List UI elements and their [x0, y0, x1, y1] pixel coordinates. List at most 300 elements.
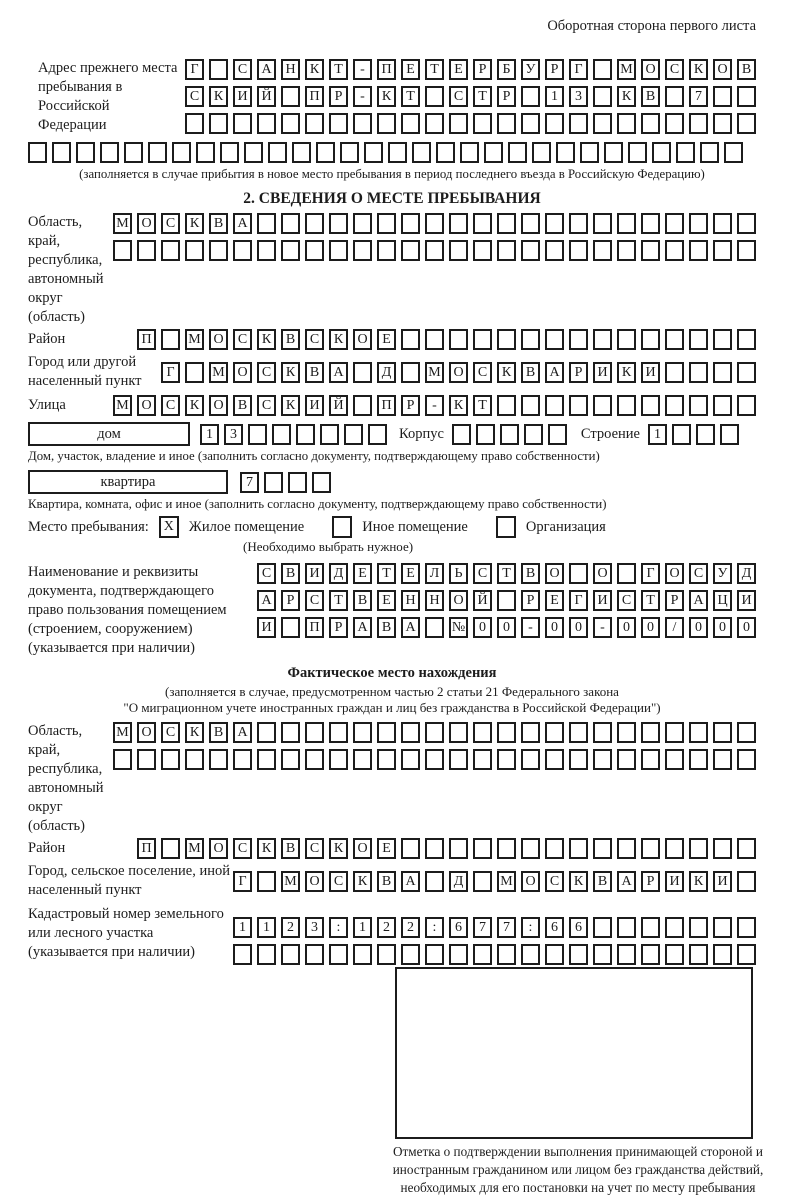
char-cell[interactable] [76, 142, 95, 163]
char-cell[interactable]: Е [401, 59, 420, 80]
char-cell[interactable] [353, 749, 372, 770]
char-cell[interactable] [497, 329, 516, 350]
char-cell[interactable]: - [425, 395, 444, 416]
char-cell[interactable]: М [617, 59, 636, 80]
char-cell[interactable] [264, 472, 283, 493]
char-cell[interactable] [593, 944, 612, 965]
char-cell[interactable]: А [545, 362, 564, 383]
char-cell[interactable] [617, 113, 636, 134]
char-cell[interactable]: О [353, 329, 372, 350]
char-cell[interactable] [312, 472, 331, 493]
char-cell[interactable] [548, 424, 567, 445]
char-cell[interactable] [196, 142, 215, 163]
char-cell[interactable]: А [329, 362, 348, 383]
char-cell[interactable] [305, 240, 324, 261]
char-cell[interactable] [689, 838, 708, 859]
char-cell[interactable] [689, 749, 708, 770]
char-cell[interactable] [545, 113, 564, 134]
char-cell[interactable] [320, 424, 339, 445]
char-cell[interactable] [244, 142, 263, 163]
char-cell[interactable]: Ц [713, 590, 732, 611]
char-cell[interactable] [449, 240, 468, 261]
char-cell[interactable] [665, 113, 684, 134]
char-cell[interactable] [569, 563, 588, 584]
char-cell[interactable] [305, 113, 324, 134]
char-cell[interactable] [377, 944, 396, 965]
char-cell[interactable] [281, 617, 300, 638]
char-cell[interactable] [401, 722, 420, 743]
char-cell[interactable]: К [449, 395, 468, 416]
char-cell[interactable] [329, 113, 348, 134]
char-cell[interactable]: - [593, 617, 612, 638]
char-cell[interactable]: И [665, 871, 684, 892]
char-cell[interactable]: 0 [641, 617, 660, 638]
char-cell[interactable] [737, 917, 756, 938]
char-cell[interactable] [209, 749, 228, 770]
char-cell[interactable] [353, 362, 372, 383]
char-cell[interactable]: Р [401, 395, 420, 416]
char-cell[interactable] [473, 329, 492, 350]
char-cell[interactable]: Т [497, 563, 516, 584]
char-cell[interactable]: В [233, 395, 252, 416]
char-cell[interactable] [353, 113, 372, 134]
char-cell[interactable]: Г [569, 590, 588, 611]
char-cell[interactable]: О [353, 838, 372, 859]
char-cell[interactable] [508, 142, 527, 163]
char-cell[interactable] [388, 142, 407, 163]
char-cell[interactable]: С [305, 838, 324, 859]
char-cell[interactable] [497, 213, 516, 234]
char-cell[interactable]: 7 [497, 917, 516, 938]
char-cell[interactable] [641, 240, 660, 261]
char-cell[interactable]: О [209, 838, 228, 859]
char-cell[interactable] [172, 142, 191, 163]
char-cell[interactable] [652, 142, 671, 163]
char-cell[interactable]: С [233, 329, 252, 350]
char-cell[interactable] [185, 113, 204, 134]
char-cell[interactable]: Г [185, 59, 204, 80]
char-cell[interactable] [641, 838, 660, 859]
char-cell[interactable]: О [713, 59, 732, 80]
char-cell[interactable] [569, 213, 588, 234]
char-cell[interactable] [329, 944, 348, 965]
char-cell[interactable] [737, 86, 756, 107]
char-cell[interactable] [700, 142, 719, 163]
char-cell[interactable]: Е [545, 590, 564, 611]
char-cell[interactable]: С [257, 563, 276, 584]
char-cell[interactable]: Н [401, 590, 420, 611]
char-cell[interactable] [161, 838, 180, 859]
char-cell[interactable] [737, 240, 756, 261]
char-cell[interactable]: 0 [497, 617, 516, 638]
char-cell[interactable] [425, 749, 444, 770]
char-cell[interactable]: С [473, 362, 492, 383]
char-cell[interactable]: 2 [401, 917, 420, 938]
char-cell[interactable]: 0 [569, 617, 588, 638]
char-cell[interactable]: К [281, 362, 300, 383]
char-cell[interactable]: П [305, 617, 324, 638]
char-cell[interactable] [425, 240, 444, 261]
char-cell[interactable]: Р [329, 617, 348, 638]
char-cell[interactable] [425, 838, 444, 859]
char-cell[interactable] [257, 749, 276, 770]
char-cell[interactable]: В [209, 722, 228, 743]
char-cell[interactable] [545, 240, 564, 261]
char-cell[interactable]: О [305, 871, 324, 892]
char-cell[interactable]: Й [473, 590, 492, 611]
char-cell[interactable]: К [353, 871, 372, 892]
char-cell[interactable] [353, 240, 372, 261]
char-cell[interactable]: С [665, 59, 684, 80]
char-cell[interactable] [593, 213, 612, 234]
char-cell[interactable]: К [377, 86, 396, 107]
char-cell[interactable] [672, 424, 691, 445]
char-cell[interactable] [521, 395, 540, 416]
char-cell[interactable]: О [137, 722, 156, 743]
char-cell[interactable]: К [617, 362, 636, 383]
char-cell[interactable]: 1 [353, 917, 372, 938]
char-cell[interactable] [665, 240, 684, 261]
char-cell[interactable]: - [353, 59, 372, 80]
char-cell[interactable]: К [281, 395, 300, 416]
char-cell[interactable] [676, 142, 695, 163]
char-cell[interactable]: Г [569, 59, 588, 80]
char-cell[interactable]: М [113, 213, 132, 234]
char-cell[interactable] [377, 213, 396, 234]
char-cell[interactable]: О [593, 563, 612, 584]
char-cell[interactable]: К [185, 213, 204, 234]
char-cell[interactable] [737, 395, 756, 416]
char-cell[interactable] [377, 749, 396, 770]
char-cell[interactable]: Р [545, 59, 564, 80]
char-cell[interactable] [497, 240, 516, 261]
char-cell[interactable] [521, 113, 540, 134]
char-cell[interactable] [617, 213, 636, 234]
char-cell[interactable]: К [329, 838, 348, 859]
char-cell[interactable] [377, 240, 396, 261]
char-cell[interactable]: 6 [545, 917, 564, 938]
char-cell[interactable] [713, 749, 732, 770]
char-cell[interactable]: С [233, 838, 252, 859]
char-cell[interactable]: Г [641, 563, 660, 584]
char-cell[interactable] [593, 917, 612, 938]
char-cell[interactable] [641, 329, 660, 350]
char-cell[interactable] [329, 749, 348, 770]
char-cell[interactable]: С [473, 563, 492, 584]
stay-checkbox-other-premises[interactable] [332, 516, 352, 538]
char-cell[interactable] [641, 213, 660, 234]
char-cell[interactable] [449, 722, 468, 743]
char-cell[interactable] [521, 944, 540, 965]
char-cell[interactable] [665, 362, 684, 383]
char-cell[interactable] [401, 113, 420, 134]
char-cell[interactable]: В [641, 86, 660, 107]
char-cell[interactable] [720, 424, 739, 445]
char-cell[interactable]: : [521, 917, 540, 938]
char-cell[interactable]: А [401, 617, 420, 638]
char-cell[interactable] [593, 395, 612, 416]
char-cell[interactable] [368, 424, 387, 445]
char-cell[interactable] [473, 871, 492, 892]
char-cell[interactable]: С [161, 395, 180, 416]
char-cell[interactable] [161, 749, 180, 770]
char-cell[interactable]: С [617, 590, 636, 611]
char-cell[interactable] [401, 838, 420, 859]
char-cell[interactable] [52, 142, 71, 163]
char-cell[interactable]: К [185, 722, 204, 743]
char-cell[interactable] [737, 113, 756, 134]
char-cell[interactable]: О [665, 563, 684, 584]
char-cell[interactable]: 6 [449, 917, 468, 938]
char-cell[interactable] [476, 424, 495, 445]
char-cell[interactable] [737, 871, 756, 892]
char-cell[interactable] [737, 722, 756, 743]
char-cell[interactable] [604, 142, 623, 163]
char-cell[interactable]: 3 [569, 86, 588, 107]
char-cell[interactable] [484, 142, 503, 163]
char-cell[interactable]: Р [281, 590, 300, 611]
char-cell[interactable] [713, 917, 732, 938]
char-cell[interactable] [281, 944, 300, 965]
char-cell[interactable] [281, 113, 300, 134]
char-cell[interactable]: 0 [713, 617, 732, 638]
char-cell[interactable] [248, 424, 267, 445]
char-cell[interactable] [473, 113, 492, 134]
char-cell[interactable]: 1 [233, 917, 252, 938]
char-cell[interactable] [521, 838, 540, 859]
char-cell[interactable] [329, 240, 348, 261]
char-cell[interactable]: Д [449, 871, 468, 892]
char-cell[interactable]: О [449, 362, 468, 383]
char-cell[interactable]: С [329, 871, 348, 892]
char-cell[interactable] [497, 113, 516, 134]
char-cell[interactable]: - [353, 86, 372, 107]
char-cell[interactable] [689, 395, 708, 416]
char-cell[interactable]: К [569, 871, 588, 892]
char-cell[interactable]: Б [497, 59, 516, 80]
char-cell[interactable]: О [545, 563, 564, 584]
char-cell[interactable] [689, 240, 708, 261]
stay-checkbox-organization[interactable] [496, 516, 516, 538]
char-cell[interactable] [233, 240, 252, 261]
char-cell[interactable] [425, 871, 444, 892]
char-cell[interactable]: К [209, 86, 228, 107]
char-cell[interactable]: С [257, 395, 276, 416]
char-cell[interactable] [401, 213, 420, 234]
char-cell[interactable]: Р [665, 590, 684, 611]
char-cell[interactable]: К [257, 329, 276, 350]
char-cell[interactable] [124, 142, 143, 163]
char-cell[interactable]: К [257, 838, 276, 859]
char-cell[interactable] [257, 871, 276, 892]
char-cell[interactable]: 0 [617, 617, 636, 638]
char-cell[interactable] [377, 722, 396, 743]
char-cell[interactable] [665, 395, 684, 416]
char-cell[interactable] [257, 722, 276, 743]
char-cell[interactable] [737, 944, 756, 965]
char-cell[interactable]: Р [641, 871, 660, 892]
char-cell[interactable]: № [449, 617, 468, 638]
char-cell[interactable] [209, 113, 228, 134]
char-cell[interactable] [436, 142, 455, 163]
char-cell[interactable]: К [185, 395, 204, 416]
char-cell[interactable] [281, 722, 300, 743]
char-cell[interactable] [593, 329, 612, 350]
char-cell[interactable] [401, 362, 420, 383]
char-cell[interactable]: В [377, 871, 396, 892]
char-cell[interactable] [292, 142, 311, 163]
char-cell[interactable] [452, 424, 471, 445]
char-cell[interactable] [665, 749, 684, 770]
char-cell[interactable] [473, 749, 492, 770]
char-cell[interactable]: 1 [545, 86, 564, 107]
char-cell[interactable] [665, 944, 684, 965]
char-cell[interactable]: Т [473, 86, 492, 107]
char-cell[interactable]: В [521, 563, 540, 584]
char-cell[interactable]: И [713, 871, 732, 892]
char-cell[interactable]: О [137, 213, 156, 234]
char-cell[interactable]: С [161, 213, 180, 234]
char-cell[interactable] [724, 142, 743, 163]
char-cell[interactable]: П [305, 86, 324, 107]
char-cell[interactable] [713, 240, 732, 261]
char-cell[interactable]: К [689, 59, 708, 80]
char-cell[interactable] [377, 113, 396, 134]
char-cell[interactable]: А [257, 590, 276, 611]
char-cell[interactable]: И [641, 362, 660, 383]
char-cell[interactable]: А [233, 722, 252, 743]
char-cell[interactable] [305, 944, 324, 965]
char-cell[interactable]: О [209, 329, 228, 350]
char-cell[interactable] [449, 113, 468, 134]
char-cell[interactable]: Р [497, 86, 516, 107]
char-cell[interactable]: Е [377, 590, 396, 611]
char-cell[interactable] [737, 749, 756, 770]
char-cell[interactable]: С [305, 590, 324, 611]
char-cell[interactable] [689, 329, 708, 350]
char-cell[interactable] [296, 424, 315, 445]
char-cell[interactable]: 0 [737, 617, 756, 638]
char-cell[interactable]: Й [257, 86, 276, 107]
char-cell[interactable] [689, 362, 708, 383]
char-cell[interactable] [713, 213, 732, 234]
char-cell[interactable] [257, 944, 276, 965]
char-cell[interactable]: 0 [689, 617, 708, 638]
char-cell[interactable] [425, 722, 444, 743]
char-cell[interactable] [593, 722, 612, 743]
char-cell[interactable]: Г [161, 362, 180, 383]
char-cell[interactable]: В [281, 838, 300, 859]
char-cell[interactable] [185, 362, 204, 383]
char-cell[interactable] [268, 142, 287, 163]
char-cell[interactable]: 0 [473, 617, 492, 638]
char-cell[interactable]: - [521, 617, 540, 638]
char-cell[interactable]: В [377, 617, 396, 638]
char-cell[interactable] [593, 113, 612, 134]
char-cell[interactable] [545, 944, 564, 965]
char-cell[interactable]: 1 [257, 917, 276, 938]
char-cell[interactable]: М [185, 329, 204, 350]
char-cell[interactable] [257, 213, 276, 234]
char-cell[interactable] [713, 329, 732, 350]
char-cell[interactable] [689, 722, 708, 743]
char-cell[interactable]: И [233, 86, 252, 107]
char-cell[interactable]: П [137, 838, 156, 859]
char-cell[interactable]: А [689, 590, 708, 611]
char-cell[interactable] [641, 944, 660, 965]
char-cell[interactable] [364, 142, 383, 163]
char-cell[interactable] [161, 240, 180, 261]
char-cell[interactable]: В [521, 362, 540, 383]
char-cell[interactable] [460, 142, 479, 163]
char-cell[interactable] [593, 838, 612, 859]
char-cell[interactable]: Е [377, 329, 396, 350]
char-cell[interactable] [569, 240, 588, 261]
char-cell[interactable]: А [617, 871, 636, 892]
char-cell[interactable] [641, 749, 660, 770]
char-cell[interactable]: С [233, 59, 252, 80]
char-cell[interactable] [713, 722, 732, 743]
char-cell[interactable] [641, 917, 660, 938]
char-cell[interactable] [617, 329, 636, 350]
char-cell[interactable]: Л [425, 563, 444, 584]
char-cell[interactable] [689, 213, 708, 234]
char-cell[interactable]: С [545, 871, 564, 892]
char-cell[interactable]: Е [401, 563, 420, 584]
char-cell[interactable] [340, 142, 359, 163]
char-cell[interactable]: В [353, 590, 372, 611]
char-cell[interactable] [641, 113, 660, 134]
char-cell[interactable]: С [689, 563, 708, 584]
char-cell[interactable] [425, 329, 444, 350]
stay-checkbox-residential[interactable]: X [159, 516, 179, 538]
char-cell[interactable] [137, 749, 156, 770]
char-cell[interactable] [281, 86, 300, 107]
char-cell[interactable] [257, 113, 276, 134]
char-cell[interactable] [593, 86, 612, 107]
char-cell[interactable]: Е [449, 59, 468, 80]
char-cell[interactable] [569, 395, 588, 416]
char-cell[interactable] [497, 722, 516, 743]
char-cell[interactable] [401, 329, 420, 350]
char-cell[interactable] [545, 329, 564, 350]
char-cell[interactable] [412, 142, 431, 163]
char-cell[interactable]: 6 [569, 917, 588, 938]
char-cell[interactable]: А [353, 617, 372, 638]
char-cell[interactable] [713, 86, 732, 107]
char-cell[interactable] [233, 944, 252, 965]
char-cell[interactable] [473, 944, 492, 965]
char-cell[interactable] [628, 142, 647, 163]
char-cell[interactable]: М [497, 871, 516, 892]
char-cell[interactable] [497, 838, 516, 859]
char-cell[interactable]: 3 [305, 917, 324, 938]
char-cell[interactable] [497, 944, 516, 965]
char-cell[interactable] [569, 722, 588, 743]
char-cell[interactable] [737, 838, 756, 859]
char-cell[interactable] [641, 722, 660, 743]
char-cell[interactable] [665, 838, 684, 859]
char-cell[interactable]: П [137, 329, 156, 350]
char-cell[interactable]: С [185, 86, 204, 107]
char-cell[interactable] [257, 240, 276, 261]
char-cell[interactable]: 2 [377, 917, 396, 938]
char-cell[interactable] [524, 424, 543, 445]
char-cell[interactable]: Е [353, 563, 372, 584]
char-cell[interactable] [425, 113, 444, 134]
char-cell[interactable]: Д [377, 362, 396, 383]
char-cell[interactable] [220, 142, 239, 163]
